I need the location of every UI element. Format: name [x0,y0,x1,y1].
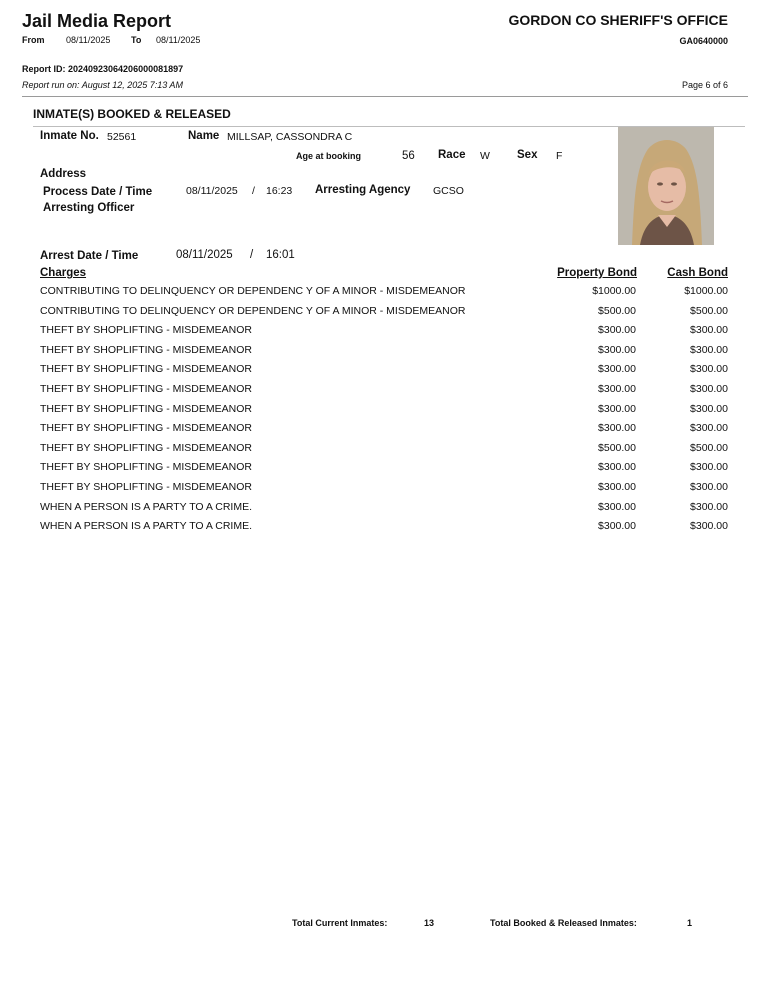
charge-row [40,403,730,423]
property-bond-amount: $300.00 [598,500,636,513]
charge-description: THEFT BY SHOPLIFTING - MISDEMEANOR [40,324,252,337]
race-value: W [480,150,490,162]
to-label: To [131,35,142,45]
charge-row [40,344,730,364]
process-date: 08/11/2025 [186,185,238,197]
charge-description: THEFT BY SHOPLIFTING - MISDEMEANOR [40,461,252,474]
charge-description: WHEN A PERSON IS A PARTY TO A CRIME. [40,520,253,533]
total-released-label: Total Booked & Released Inmates: [490,918,637,928]
agency-name: GORDON CO SHERIFF'S OFFICE [508,12,728,28]
inmate-photo [618,127,714,245]
cash-bond-amount: $300.00 [690,500,728,513]
cash-bond-amount: $500.00 [690,304,728,317]
charge-row [40,305,730,325]
agency-code: GA0640000 [679,36,728,46]
charges-header: Charges [40,267,87,279]
charge-description: THEFT BY SHOPLIFTING - MISDEMEANOR [40,343,252,356]
charge-row [40,501,730,521]
charge-row [40,383,730,403]
cash-bond-header: Cash Bond [667,267,728,279]
arrest-separator: / [250,249,254,261]
sex-label: Sex [517,149,538,161]
process-date-label: Process Date / Time [43,186,153,198]
charge-row [40,520,730,540]
race-label: Race [438,149,466,161]
total-released-value: 1 [687,918,693,928]
arrest-date: 08/11/2025 [176,249,233,261]
charge-row [40,481,730,501]
charge-row [40,442,730,462]
property-bond-amount: $300.00 [598,382,636,395]
inmate-name: MILLSAP, CASSONDRA C [227,131,353,143]
header-divider [22,96,748,97]
to-date: 08/11/2025 [156,35,201,45]
charge-description: THEFT BY SHOPLIFTING - MISDEMEANOR [40,441,252,454]
cash-bond-amount: $300.00 [690,402,728,415]
process-time: 16:23 [266,185,293,197]
from-date: 08/11/2025 [66,35,111,45]
inmate-no-label: Inmate No. [40,130,99,142]
cash-bond-amount: $300.00 [690,520,728,533]
age-label: Age at booking [296,151,361,161]
charge-description: THEFT BY SHOPLIFTING - MISDEMEANOR [40,422,252,435]
charge-row [40,422,730,442]
charge-row [40,324,730,344]
arresting-officer-label: Arresting Officer [43,202,135,214]
property-bond-amount: $500.00 [598,441,636,454]
charge-row [40,363,730,383]
property-bond-header: Property Bond [557,267,637,279]
charge-description: THEFT BY SHOPLIFTING - MISDEMEANOR [40,480,252,493]
arresting-agency: GCSO [433,185,464,197]
arrest-time: 16:01 [266,249,295,261]
cash-bond-amount: $1000.00 [684,285,728,297]
sex-value: F [556,150,563,162]
name-label: Name [188,130,220,142]
property-bond-amount: $300.00 [598,422,636,435]
cash-bond-amount: $300.00 [690,343,728,356]
cash-bond-amount: $300.00 [690,324,728,337]
arresting-agency-label: Arresting Agency [315,184,411,196]
total-current-label: Total Current Inmates: [292,918,388,928]
property-bond-amount: $300.00 [598,324,636,337]
report-title: Jail Media Report [22,11,172,31]
property-bond-amount: $300.00 [598,520,636,533]
process-separator: / [252,185,255,197]
page-number: Page 6 of 6 [681,80,728,90]
age-value: 56 [402,150,415,162]
cash-bond-amount: $300.00 [690,422,728,435]
report-run-on: Report run on: August 12, 2025 7:13 AM [22,80,183,90]
property-bond-amount: $300.00 [598,461,636,474]
address-label: Address [40,168,87,180]
cash-bond-amount: $500.00 [690,441,728,454]
property-bond-amount: $300.00 [598,363,636,376]
cash-bond-amount: $300.00 [690,461,728,474]
report-id: Report ID: 20240923064206000081897 [22,64,184,74]
cash-bond-amount: $300.00 [690,382,728,395]
charge-row [40,461,730,481]
cash-bond-amount: $300.00 [690,363,728,376]
charges-list [40,285,730,540]
property-bond-amount: $500.00 [598,304,636,317]
property-bond-amount: $1000.00 [592,285,636,297]
charge-row [40,285,730,305]
arrest-date-label: Arrest Date / Time [40,250,139,262]
cash-bond-amount: $300.00 [690,480,728,493]
section-title: INMATE(S) BOOKED & RELEASED [33,107,231,121]
charge-description: THEFT BY SHOPLIFTING - MISDEMEANOR [40,382,252,395]
charge-description: THEFT BY SHOPLIFTING - MISDEMEANOR [40,402,252,415]
total-current-value: 13 [424,918,435,928]
inmate-no: 52561 [107,131,137,143]
mugshot-image [618,127,714,245]
charge-description: CONTRIBUTING TO DELINQUENCY OR DEPENDENC Y OF A MINOR - MISDEMEANOR [40,304,466,317]
property-bond-amount: $300.00 [598,402,636,415]
property-bond-amount: $300.00 [598,480,636,493]
property-bond-amount: $300.00 [598,343,636,356]
charge-description: WHEN A PERSON IS A PARTY TO A CRIME. [40,500,253,513]
charge-description: THEFT BY SHOPLIFTING - MISDEMEANOR [40,363,252,376]
charge-description: CONTRIBUTING TO DELINQUENCY OR DEPENDENC Y OF A MINOR - MISDEMEANOR [40,285,466,297]
from-label: From [22,35,45,45]
